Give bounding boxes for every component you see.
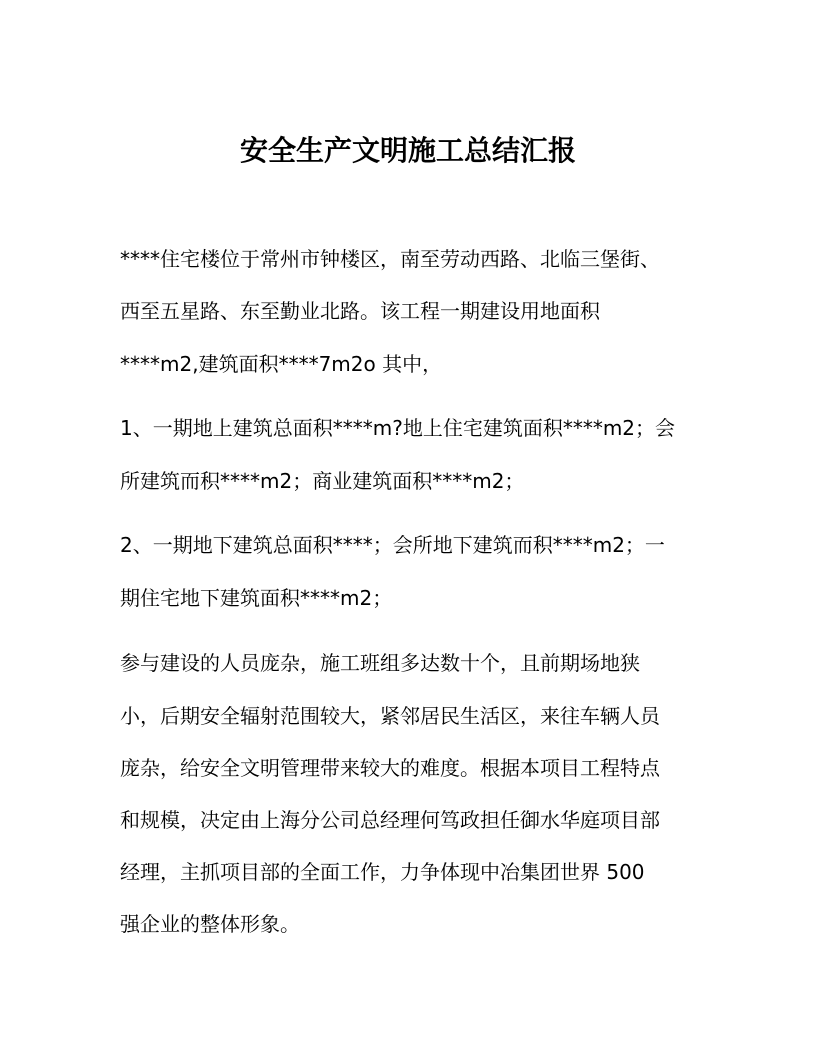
paragraph-line: 所建筑而积****m2；商业建筑面积****m2；	[120, 469, 525, 493]
paragraph-line: 和规模，决定由上海分公司总经理何笃政担任御水华庭项目部	[120, 808, 660, 832]
paragraph-line: 1、一期地上建筑总面积****m?地上住宅建筑面积****m2；会	[120, 416, 676, 440]
paragraph-line: 2、一期地下建筑总面积****；会所地下建筑而积****m2；一	[120, 533, 665, 557]
document-title: 安全生产文明施工总结汇报	[239, 133, 576, 167]
paragraph-line: 参与建设的人员庞杂，施工班组多达数十个，且前期场地狭	[120, 651, 640, 675]
paragraph-line: 庞杂，给安全文明管理带来较大的难度。根据本项目工程特点	[120, 756, 660, 780]
paragraph-line: 小，后期安全辐射范围较大，紧邻居民生活区，来往车辆人员	[120, 704, 660, 728]
paragraph-line: 强企业的整体形象。	[120, 912, 300, 936]
paragraph-line: 经理，主抓项目部的全面工作，力争体现中冶集团世界 500	[120, 860, 645, 884]
paragraph-line: ****m2,建筑面积****7m2o 其中，	[120, 352, 443, 376]
paragraph-line: 西至五星路、东至勤业北路。该工程一期建设用地面积	[120, 299, 600, 323]
paragraph-line: 期住宅地下建筑面积****m2；	[120, 586, 393, 610]
paragraph-line: ****住宅楼位于常州市钟楼区，南至劳动西路、北临三堡街、	[120, 247, 660, 271]
